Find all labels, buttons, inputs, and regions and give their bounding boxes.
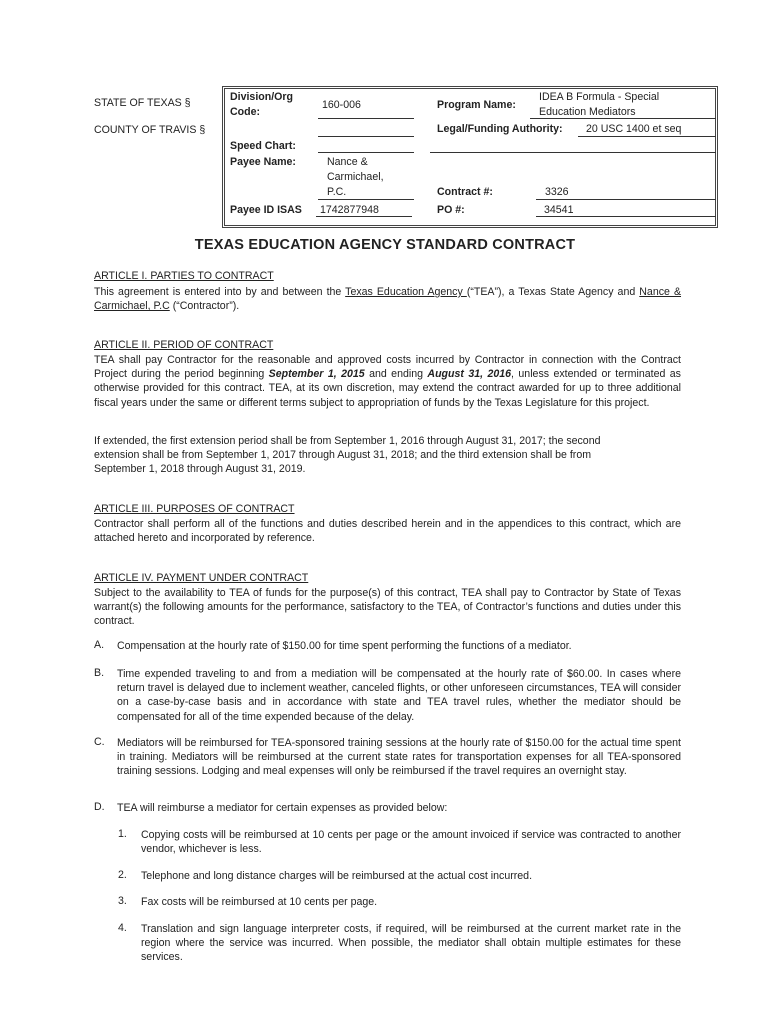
payee-label: Payee Name: (230, 156, 296, 168)
payee-id-value: 1742877948 (320, 204, 379, 216)
page-title: TEXAS EDUCATION AGENCY STANDARD CONTRACT (194, 237, 576, 253)
legal-label: Legal/Funding Authority: (437, 123, 563, 135)
payee-value-line1: Nance & (327, 156, 368, 168)
payee-underline (318, 199, 414, 200)
article-3-heading: ARTICLE III. PURPOSES OF CONTRACT (94, 503, 295, 515)
list-item-text: TEA will reimburse a mediator for certain expenses as provided below: (117, 802, 448, 814)
sub-list-item-text: Copying costs will be reimbursed at 10 cents per page or the amount invoiced if service was contracted to another vendor, whichever is less. (141, 829, 681, 856)
article-1-text-part: (“TEA”), a Texas State Agency and (466, 286, 640, 298)
program-value-line1: IDEA B Formula - Special (539, 91, 660, 103)
article-2-text-part: TEA shall pay Contractor for the reasonable and approved costs incurred by Contractor in connection with the Contract Project during the period beginning (94, 354, 681, 381)
list-item-label: C. (94, 736, 105, 748)
division-label-code: Code: (230, 106, 261, 118)
article-1-text (94, 285, 681, 313)
legal-underline (578, 136, 716, 137)
article-2-text-part: , unless extended or terminated as otherwise provided for this contract. TEA, at its own discretion, may extend the contract awarded for up to three additional fiscal years under the same or different terms subject to appropriation of funds by the Texas Legislature for this project. (94, 368, 681, 409)
speed-chart-underline (318, 152, 414, 153)
po-underline (536, 216, 716, 217)
article-1-text-part: (“Contractor”). (169, 300, 240, 313)
extension-line-2: extension shall be from September 1, 2017 through August 31, 2018; and the third extension shall be from (94, 449, 592, 461)
speed-chart-label: Speed Chart: (230, 140, 296, 152)
article-4-text: Subject to the availability to TEA of funds for the purpose(s) of this contract, TEA shall pay to Contractor by State of Texas warrant(s) the following amounts for the performance, satisfactory to the TEA, of Contractor’s functions and duties under this contract. (94, 587, 681, 628)
sub-list-item-text: Fax costs will be reimbursed at 10 cents per page. (141, 896, 378, 908)
list-item-text: Compensation at the hourly rate of $150.00 for time spent performing the functions of a mediator. (117, 640, 572, 652)
article-3-text: Contractor shall perform all of the functions and duties described herein and in the appendices to this contract, which are attached hereto and incorporated by reference. (94, 518, 681, 545)
division-value: 160-006 (322, 99, 361, 111)
article-2-heading: ARTICLE II. PERIOD OF CONTRACT (94, 339, 274, 351)
blank-underline (318, 136, 414, 137)
contract-number-label: Contract #: (437, 186, 493, 198)
sub-list-item-label: 1. (118, 828, 127, 840)
article-1-heading: ARTICLE I. PARTIES TO CONTRACT (94, 270, 274, 282)
division-label: Division/Org (230, 91, 293, 103)
county-label: COUNTY OF TRAVIS § (94, 124, 206, 136)
payee-id-label: Payee ID ISAS (230, 204, 302, 216)
sub-list-item-text: Telephone and long distance charges will be reimbursed at the actual cost incurred. (141, 870, 533, 882)
legal-value: 20 USC 1400 et seq (586, 123, 682, 135)
extension-line-1: If extended, the first extension period shall be from September 1, 2016 through August 31, 2017; the second (94, 435, 601, 447)
program-underline (530, 118, 716, 119)
po-label: PO #: (437, 204, 465, 216)
division-underline (318, 118, 414, 119)
contractor-link: Nance & Carmichael, P.C (94, 286, 682, 313)
article-1-text-part: This agreement is entered into by and between the (94, 286, 346, 298)
po-value: 34541 (544, 204, 574, 216)
article-4-heading: ARTICLE IV. PAYMENT UNDER CONTRACT (94, 572, 309, 584)
list-item-text: Mediators will be reimbursed for TEA-sponsored training sessions at the hourly rate of $150.00 for the actual time spent in training. Mediators will be reimbursed at the current state rates for transportation expenses for all TEA-sponsored training sessions. Lodging and meal expenses will only be reimbursed if the travel requires an overnight stay. (117, 737, 681, 778)
extension-line-3: September 1, 2018 through August 31, 2019. (94, 463, 306, 475)
tea-link: Texas Education Agency (345, 286, 467, 298)
end-date: August 31, 2016 (427, 368, 512, 381)
list-item-label: B. (94, 667, 105, 679)
payee-value-line2: Carmichael, (327, 171, 384, 183)
list-item-text: Time expended traveling to and from a mediation will be compensated at the hourly rate of $60.00. In cases where return travel is delayed due to inclement weather, canceled flights, or other unforeseen circumstances, TEA will consider on a case-by-case basis and in accordance with state and TEA travel rules, whether the mediator should be compensated for all of the time expended because of the delay. (117, 668, 681, 723)
list-item-label: A. (94, 639, 105, 651)
contract-number-underline (536, 199, 716, 200)
payee-id-underline (316, 216, 412, 217)
program-value-line2: Education Mediators (539, 106, 636, 118)
article-2-text (94, 353, 681, 410)
sub-list-item-label: 2. (118, 869, 127, 881)
program-label: Program Name: (437, 99, 516, 111)
start-date: September 1, 2015 (268, 368, 365, 381)
speed-chart-underline-right (430, 152, 716, 153)
list-item-label: D. (94, 801, 105, 813)
state-label: STATE OF TEXAS § (94, 97, 191, 109)
sub-list-item-label: 3. (118, 895, 127, 907)
article-2-text-part: and ending (364, 368, 428, 381)
contract-number-value: 3326 (545, 186, 569, 198)
sub-list-item-text: Translation and sign language interpreter costs, if required, will be reimbursed at the current market rate in the region where the service was incurred. When possible, the mediator shall obtain multiple estimates for these services. (141, 923, 681, 964)
payee-value-line3: P.C. (327, 186, 347, 198)
sub-list-item-label: 4. (118, 922, 127, 934)
